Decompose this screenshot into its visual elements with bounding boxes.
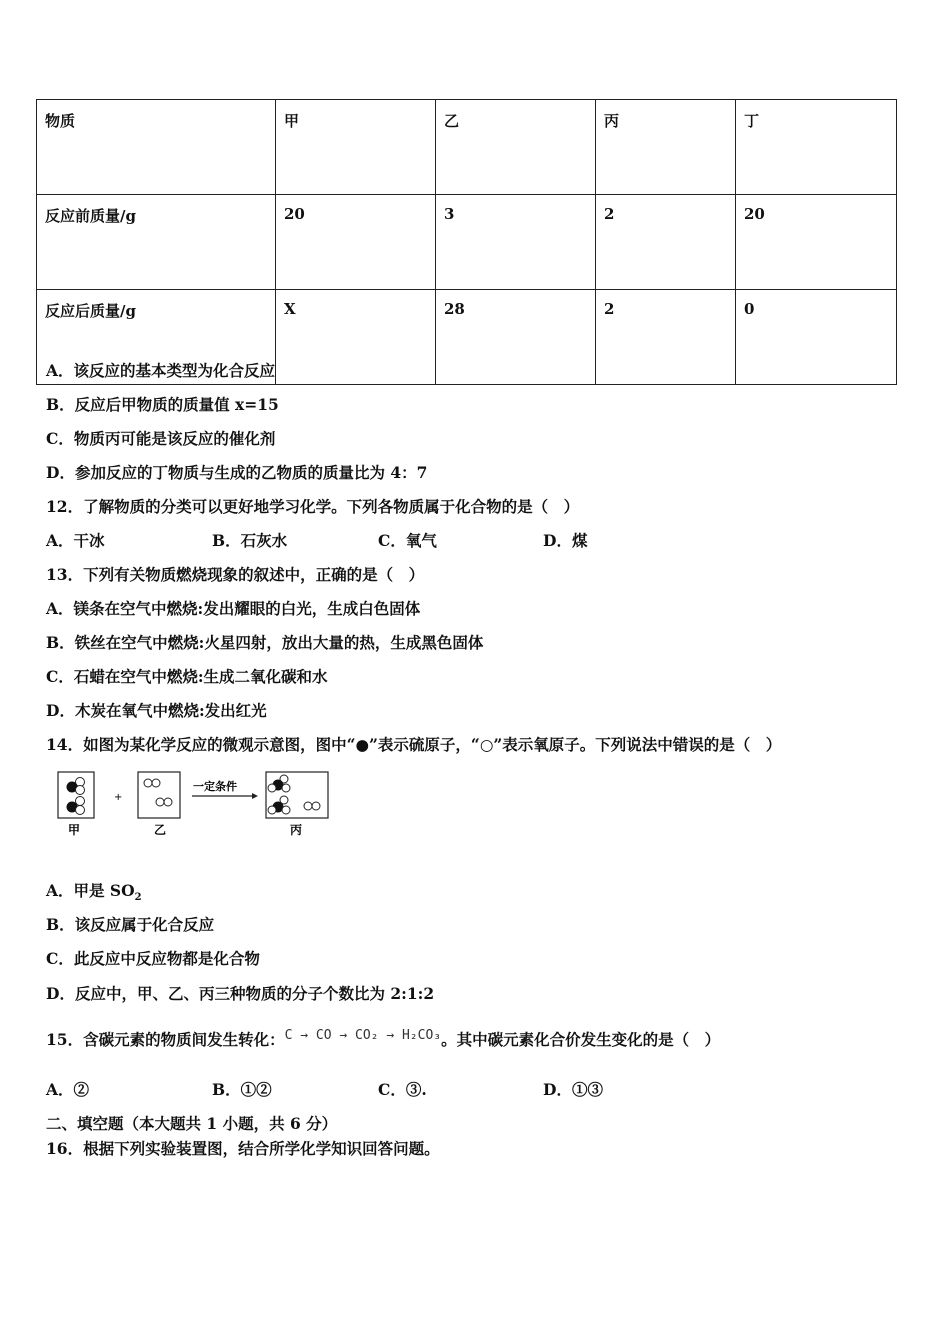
table-cell: 丙 xyxy=(596,100,736,195)
oxygen-atom-icon xyxy=(282,784,290,792)
q12-option-b: B．石灰水 xyxy=(212,531,288,550)
label-jia: 甲 xyxy=(68,823,81,837)
table-row xyxy=(37,195,897,290)
q13-option-a: A．镁条在空气中燃烧:发出耀眼的白光，生成白色固体 xyxy=(46,599,421,618)
table-cell: 丁 xyxy=(736,100,897,195)
mass-table xyxy=(36,99,897,385)
table-cell: 甲 xyxy=(276,100,436,195)
q13-stem: 13．下列有关物质燃烧现象的叙述中，正确的是（ ） xyxy=(46,565,425,584)
table-header-row xyxy=(37,100,897,195)
q12-stem: 12．了解物质的分类可以更好地学习化学。下列各物质属于化合物的是（ ） xyxy=(46,497,580,516)
q11-option-a: A．该反应的基本类型为化合反应 xyxy=(46,361,276,380)
reaction-condition: 一定条件 xyxy=(193,780,237,793)
q13-option-c: C．石蜡在空气中燃烧:生成二氧化碳和水 xyxy=(46,667,328,686)
q15-option-b: B．①② xyxy=(212,1080,272,1099)
table-cell: X xyxy=(276,290,436,385)
label-bing: 丙 xyxy=(290,823,303,837)
q13-option-d: D．木炭在氧气中燃烧:发出红光 xyxy=(46,701,267,720)
oxygen-atom-icon xyxy=(76,797,85,806)
q15-option-d: D．①③ xyxy=(543,1080,603,1099)
table-cell: 20 xyxy=(736,195,897,290)
q14-option-d: D．反应中，甲、乙、丙三种物质的分子个数比为 2:1:2 xyxy=(46,984,435,1003)
table-cell: 20 xyxy=(276,195,436,290)
reaction-diagram xyxy=(56,770,346,842)
plus-sign: + xyxy=(114,792,123,803)
q11-option-b: B．反应后甲物质的质量值 x=15 xyxy=(46,395,279,414)
q15-stem xyxy=(46,1028,720,1050)
q15-stem-post: 。其中碳元素化合价发生变化的是（ ） xyxy=(441,1030,721,1049)
oxygen-atom-icon xyxy=(76,806,85,815)
q11-option-c: C．物质丙可能是该反应的催化剂 xyxy=(46,429,276,448)
q11-option-d: D．参加反应的丁物质与生成的乙物质的质量比为 4：7 xyxy=(46,463,428,482)
oxygen-atom-icon xyxy=(156,798,164,806)
q16-stem: 16．根据下列实验装置图，结合所学化学知识回答问题。 xyxy=(46,1139,440,1158)
section-heading: 二、填空题（本大题共 1 小题，共 6 分） xyxy=(46,1114,338,1133)
table-cell: 乙 xyxy=(436,100,596,195)
oxygen-atom-icon xyxy=(76,786,85,795)
q15-option-c: C．③. xyxy=(378,1080,427,1099)
table-cell: 28 xyxy=(436,290,596,385)
oxygen-atom-icon xyxy=(268,806,276,814)
subscript: 2 xyxy=(134,892,142,904)
table-cell: 0 xyxy=(736,290,897,385)
box-yi xyxy=(138,772,180,818)
oxygen-atom-icon xyxy=(304,802,312,810)
q14-option-b: B．该反应属于化合反应 xyxy=(46,915,215,934)
q12-option-a: A．干冰 xyxy=(46,531,105,550)
oxygen-atom-icon xyxy=(164,798,172,806)
table-cell: 反应后质量/g xyxy=(37,290,276,385)
table-cell: 物质 xyxy=(37,100,276,195)
label-yi: 乙 xyxy=(154,823,167,837)
q12-option-c: C．氧气 xyxy=(378,531,437,550)
table-cell: 3 xyxy=(436,195,596,290)
oxygen-atom-icon xyxy=(152,779,160,787)
table-cell: 2 xyxy=(596,195,736,290)
q15-formula: C → CO → CO₂ → H₂CO₃ xyxy=(284,1028,442,1043)
q13-option-b: B．铁丝在空气中燃烧:火星四射，放出大量的热，生成黑色固体 xyxy=(46,633,484,652)
oxygen-atom-icon xyxy=(144,779,152,787)
q14-option-c: C．此反应中反应物都是化合物 xyxy=(46,949,260,968)
q14-option-a xyxy=(46,879,142,903)
arrow-head-icon xyxy=(252,793,258,799)
q14-option-a-text: A．甲是 SO xyxy=(46,881,135,900)
q12-option-d: D．煤 xyxy=(543,531,588,550)
oxygen-atom-icon xyxy=(268,784,276,792)
q15-stem-pre: 15．含碳元素的物质间发生转化： xyxy=(46,1030,285,1049)
table-cell: 2 xyxy=(596,290,736,385)
oxygen-atom-icon xyxy=(282,806,290,814)
q14-stem: 14．如图为某化学反应的微观示意图，图中“●”表示硫原子，“○”表示氧原子。下列说法中错误的是（ ） xyxy=(46,735,782,754)
table-cell: 反应前质量/g xyxy=(37,195,276,290)
oxygen-atom-icon xyxy=(312,802,320,810)
q15-option-a: A．② xyxy=(46,1080,90,1099)
